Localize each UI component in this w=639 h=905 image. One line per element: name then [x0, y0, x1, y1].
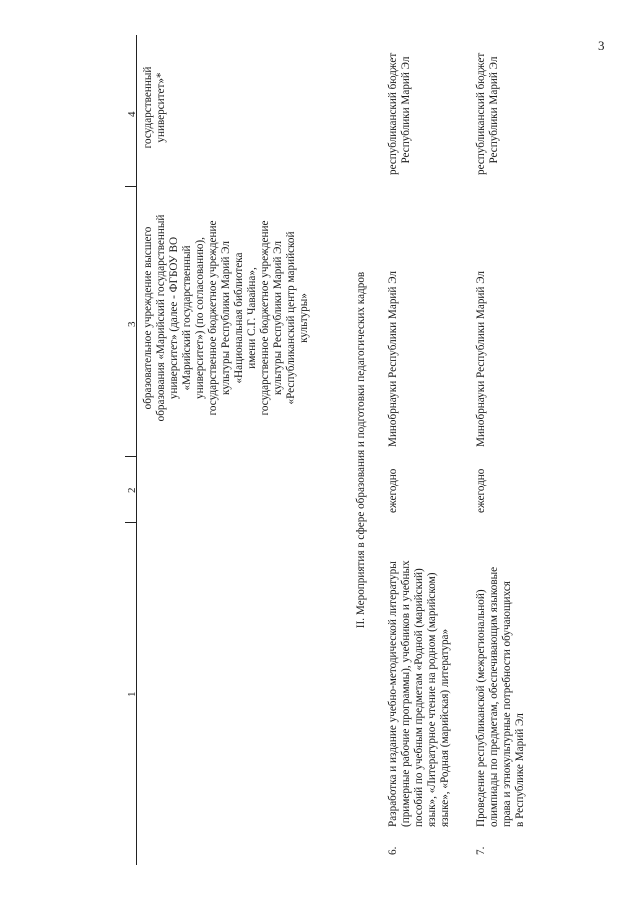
column-number-1: 1: [126, 691, 138, 697]
row-executor: Минобрнауки Республики Марий Эл: [475, 270, 487, 447]
description-line: в Республике Марий Эл: [514, 713, 526, 827]
column-number-2: 2: [126, 487, 138, 493]
source-line: республиканский бюджет: [387, 52, 399, 175]
executor-line: культуры»: [298, 293, 310, 343]
row-number: 6.: [387, 846, 399, 855]
source-line: университет»*: [155, 72, 167, 143]
description-line: права и этнокультурные потребности обучающихся: [501, 581, 513, 827]
row-term: ежегодно: [475, 468, 487, 513]
column-number-3: 3: [126, 321, 138, 327]
executor-line: образовательное учреждение высшего: [142, 226, 154, 410]
executor-line: государственное бюджетное учреждение: [207, 220, 219, 416]
header-rule: [136, 35, 137, 865]
row-term: ежегодно: [387, 468, 399, 513]
row-source: [475, 35, 501, 175]
executor-line: образования «Марийский государственный: [155, 214, 167, 422]
executor-line: государственное бюджетное учреждение: [259, 220, 271, 416]
continued-source-cell: [142, 40, 168, 175]
description-line: язык», «Литературное чтение на родном (марийском): [426, 572, 438, 827]
source-line: республиканский бюджет: [475, 52, 487, 175]
row-description: [387, 529, 452, 827]
rotated-table: [125, 35, 639, 865]
description-line: Проведение республиканской (межрегиональной): [475, 589, 487, 827]
page-number: 3: [598, 38, 605, 53]
row-number: 7.: [475, 846, 487, 855]
row-executor: Минобрнауки Республики Марий Эл: [387, 270, 399, 447]
executor-line: «Марийский государственный: [181, 245, 193, 391]
description-line: языке», «Родная (марийская) литература»: [439, 628, 451, 827]
description-line: (примерные рабочие программы), учебников и учебных: [400, 560, 412, 827]
row-source: [387, 35, 413, 175]
executor-line: культуры Республики Марий Эл: [272, 241, 284, 395]
row-description: [475, 529, 527, 827]
continued-executor-cell: [142, 187, 311, 449]
col-divider-3: [125, 186, 136, 187]
section-title: II. Мероприятия в сфере образования и подготовки педагогических кадров: [355, 271, 367, 629]
executor-line: «Республиканский центр марийской: [285, 231, 297, 405]
executor-line: университет» (далее - ФГБОУ ВО: [168, 236, 180, 400]
description-line: пособий по учебным предметам «Родной (марийский): [413, 568, 425, 827]
executor-line: имени С.Г. Чавайна»,: [246, 267, 258, 369]
description-line: Разработка и издание учебно-методической литературы: [387, 561, 399, 827]
executor-line: университет») (по согласованию),: [194, 237, 206, 399]
source-line: Республики Марий Эл: [400, 56, 412, 164]
col-divider-2: [125, 456, 136, 457]
source-line: Республики Марий Эл: [488, 56, 500, 164]
description-line: олимпиады по предметам, обеспечивающим языковые: [488, 566, 500, 827]
column-number-4: 4: [126, 111, 138, 117]
executor-line: «Национальная библиотека: [233, 252, 245, 384]
source-line: государственный: [142, 66, 154, 149]
col-divider-1: [125, 522, 136, 523]
executor-line: культуры Республики Марий Эл: [220, 241, 232, 395]
